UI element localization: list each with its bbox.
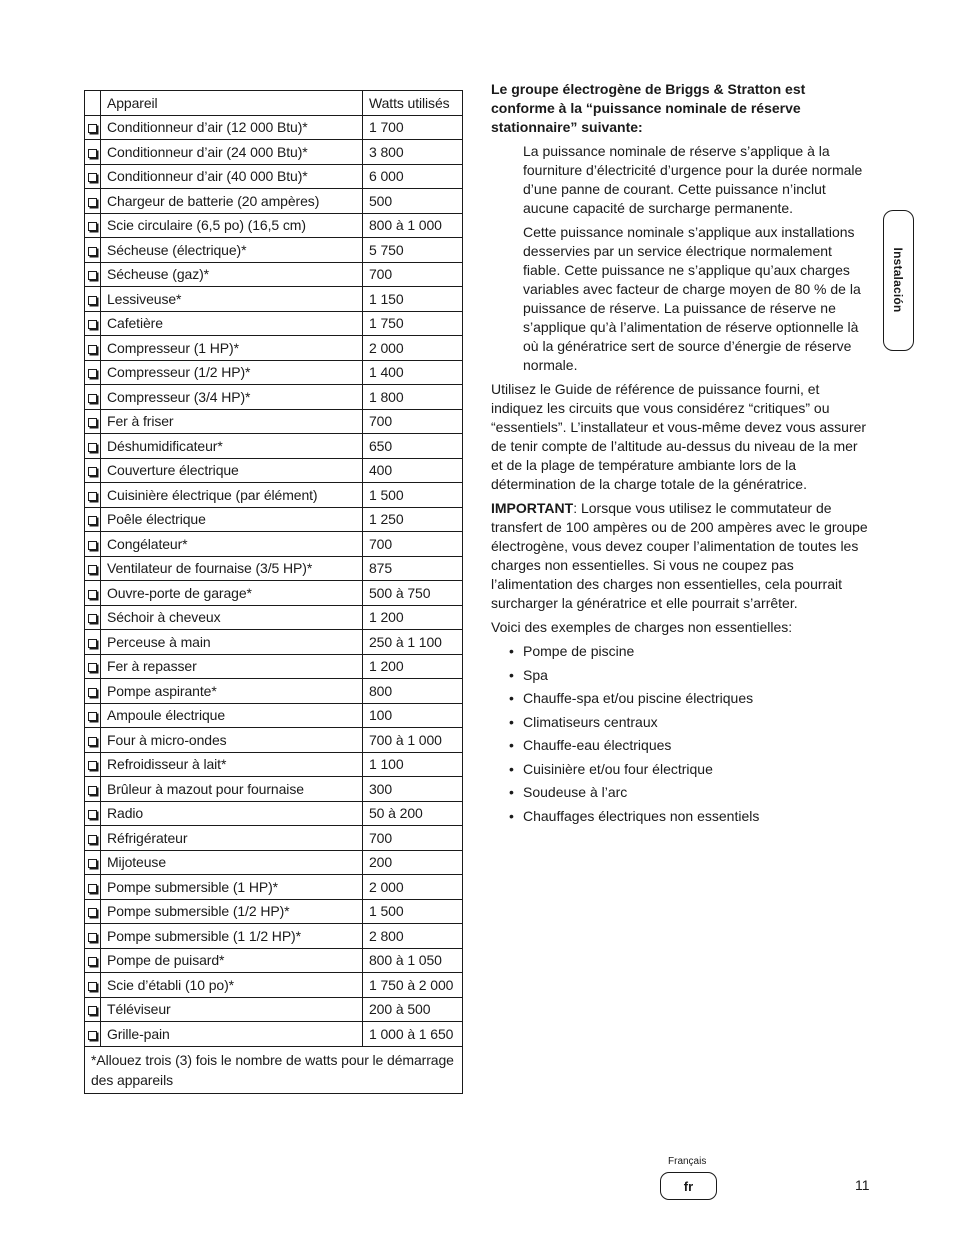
checkbox-icon <box>88 124 97 133</box>
list-item: • Soudeuse à l’arc <box>509 783 871 802</box>
checkbox-cell <box>85 483 101 508</box>
checkbox-cell <box>85 826 101 851</box>
watts-value: 200 <box>363 850 463 875</box>
watts-value: 700 à 1 000 <box>363 728 463 753</box>
checkbox-icon <box>88 394 97 403</box>
checkbox-cell <box>85 532 101 557</box>
watts-value: 6 000 <box>363 164 463 189</box>
table-row <box>85 434 463 459</box>
appliance-name: Pompe de puisard* <box>101 948 363 973</box>
watts-value: 200 à 500 <box>363 997 463 1022</box>
checkbox-cell <box>85 973 101 998</box>
checkbox-icon <box>88 761 97 770</box>
checkbox-icon <box>88 198 97 207</box>
watts-value: 700 <box>363 532 463 557</box>
checkbox-cell <box>85 262 101 287</box>
list-item: • Spa <box>509 666 871 685</box>
table-row <box>85 507 463 532</box>
checkbox-icon <box>88 957 97 966</box>
checkbox-cell <box>85 948 101 973</box>
appliance-name: Four à micro-ondes <box>101 728 363 753</box>
checkbox-icon <box>88 590 97 599</box>
watts-value: 800 <box>363 679 463 704</box>
checkbox-icon <box>88 933 97 942</box>
table-row <box>85 752 463 777</box>
appliance-name: Ventilateur de fournaise (3/5 HP)* <box>101 556 363 581</box>
checkbox-cell <box>85 164 101 189</box>
table-row <box>85 875 463 900</box>
checkbox-icon <box>88 614 97 623</box>
checkbox-icon <box>88 541 97 550</box>
watts-value: 500 à 750 <box>363 581 463 606</box>
appliance-name: Pompe submersible (1 HP)* <box>101 875 363 900</box>
table-row <box>85 409 463 434</box>
table-row <box>85 850 463 875</box>
appliance-name: Pompe submersible (1/2 HP)* <box>101 899 363 924</box>
appliance-name: Pompe submersible (1 1/2 HP)* <box>101 924 363 949</box>
watts-value: 1 750 à 2 000 <box>363 973 463 998</box>
appliance-name: Lessiveuse* <box>101 287 363 312</box>
table-row <box>85 801 463 826</box>
checkbox-icon <box>88 786 97 795</box>
appliance-name: Séchoir à cheveux <box>101 605 363 630</box>
table-row <box>85 777 463 802</box>
watts-value: 300 <box>363 777 463 802</box>
watts-value: 1 500 <box>363 899 463 924</box>
appliance-name: Poêle électrique <box>101 507 363 532</box>
header-appliance: Appareil <box>101 91 363 116</box>
table-row <box>85 1022 463 1047</box>
watts-value: 2 000 <box>363 875 463 900</box>
checkbox-icon <box>88 296 97 305</box>
table-row <box>85 213 463 238</box>
checkbox-cell <box>85 213 101 238</box>
checkbox-icon <box>88 982 97 991</box>
table-row <box>85 360 463 385</box>
checkbox-icon <box>88 565 97 574</box>
checkbox-cell <box>85 434 101 459</box>
checkbox-icon <box>88 688 97 697</box>
checkbox-cell <box>85 581 101 606</box>
table-row <box>85 336 463 361</box>
checkbox-icon <box>88 467 97 476</box>
appliance-name: Téléviseur <box>101 997 363 1022</box>
table-row <box>85 164 463 189</box>
appliance-name: Pompe aspirante* <box>101 679 363 704</box>
watts-value: 1 100 <box>363 752 463 777</box>
checkbox-icon <box>88 443 97 452</box>
table-row <box>85 385 463 410</box>
list-item: • Cuisinière et/ou four électrique <box>509 760 871 779</box>
table-row <box>85 483 463 508</box>
checkbox-cell <box>85 752 101 777</box>
appliance-name: Scie circulaire (6,5 po) (16,5 cm) <box>101 213 363 238</box>
checkbox-icon <box>88 173 97 182</box>
checkbox-cell <box>85 115 101 140</box>
checkbox-icon <box>88 1031 97 1040</box>
table-row <box>85 458 463 483</box>
table-row <box>85 311 463 336</box>
list-item: • Chauffe-eau électriques <box>509 736 871 755</box>
checkbox-cell <box>85 630 101 655</box>
checkbox-icon <box>88 516 97 525</box>
footnote-row <box>85 1046 463 1093</box>
watts-value: 700 <box>363 409 463 434</box>
checkbox-cell <box>85 458 101 483</box>
table-row <box>85 581 463 606</box>
watts-value: 100 <box>363 703 463 728</box>
table-row <box>85 532 463 557</box>
checkbox-icon <box>88 149 97 158</box>
appliance-name: Grille-pain <box>101 1022 363 1047</box>
checkbox-cell <box>85 311 101 336</box>
list-item: • Climatiseurs centraux <box>509 713 871 732</box>
checkbox-cell <box>85 507 101 532</box>
header-watts: Watts utilisés <box>363 91 463 116</box>
list-item: • Chauffe-spa et/ou piscine électriques <box>509 689 871 708</box>
page-number: 11 <box>855 1177 870 1193</box>
watts-value: 875 <box>363 556 463 581</box>
table-row <box>85 924 463 949</box>
checkbox-cell <box>85 728 101 753</box>
checkbox-icon <box>88 639 97 648</box>
language-code-badge <box>660 1172 717 1200</box>
watts-value: 700 <box>363 826 463 851</box>
important-text: : Lorsque vous utilisez le commutateur de transfert de 100 ampères ou de 200 ampères avec le groupe électrogène, vous devez couper l’alimentation de toutes les charges non essentielles. Si vous ne coupez pas l’alimentation des charges non essentielles, cela pourrait surcharger la génératrice et elle pourrait s’arrêter. <box>491 500 868 611</box>
watts-value: 250 à 1 100 <box>363 630 463 655</box>
checkbox-cell <box>85 140 101 165</box>
appliance-name: Cuisinière électrique (par élément) <box>101 483 363 508</box>
watts-value: 1 750 <box>363 311 463 336</box>
appliance-name: Scie d’établi (10 po)* <box>101 973 363 998</box>
watts-value: 3 800 <box>363 140 463 165</box>
list-item: • Chauffages électriques non essentiels <box>509 807 871 826</box>
list-item: • Pompe de piscine <box>509 642 871 661</box>
standby-rating-paragraph-2: Cette puissance nominale s’applique aux installations desservies par un service électrique normalement fiable. Cette puissance ne s’applique qu’aux charges variables avec facteur de charge moyen de 80 % de la puissance de réserve. La puissance de réserve ne s’applique qu’à l’alimentation de réserve optionnelle là où la génératrice sert de source d’énergie de réserve normale. <box>523 224 861 373</box>
language-label: Français <box>668 1156 707 1167</box>
checkbox-icon <box>88 663 97 672</box>
watts-value: 1 200 <box>363 605 463 630</box>
checkbox-cell <box>85 287 101 312</box>
side-tab-label: Instalación <box>891 247 905 313</box>
watts-value: 5 750 <box>363 238 463 263</box>
appliance-name: Refroidisseur à lait* <box>101 752 363 777</box>
table-row <box>85 262 463 287</box>
checkbox-cell <box>85 409 101 434</box>
right-column <box>491 80 871 830</box>
watts-value: 800 à 1 000 <box>363 213 463 238</box>
table-row <box>85 630 463 655</box>
watts-value: 1 400 <box>363 360 463 385</box>
checkbox-icon <box>88 418 97 427</box>
appliance-name: Conditionneur d’air (40 000 Btu)* <box>101 164 363 189</box>
appliance-name: Mijoteuse <box>101 850 363 875</box>
watts-value: 1 150 <box>363 287 463 312</box>
checkbox-cell <box>85 875 101 900</box>
appliance-name: Sécheuse (gaz)* <box>101 262 363 287</box>
checkbox-cell <box>85 997 101 1022</box>
checkbox-icon <box>88 859 97 868</box>
checkbox-cell <box>85 385 101 410</box>
table-footnote: *Allouez trois (3) fois le nombre de watts pour le démarrage des appareils <box>85 1046 463 1093</box>
checkbox-icon <box>88 810 97 819</box>
checkbox-cell <box>85 777 101 802</box>
appliance-name: Compresseur (3/4 HP)* <box>101 385 363 410</box>
table-row <box>85 605 463 630</box>
appliance-name: Brûleur à mazout pour fournaise <box>101 777 363 802</box>
checkbox-cell <box>85 556 101 581</box>
standby-rating-paragraph-1: La puissance nominale de réserve s’applique à la fourniture d’électricité d’urgence pour la durée normale d’une panne de courant. Cette puissance n’inclut aucune capacité de surcharge permanente. <box>523 143 863 216</box>
watts-value: 800 à 1 050 <box>363 948 463 973</box>
watts-value: 650 <box>363 434 463 459</box>
checkbox-cell <box>85 360 101 385</box>
table-row <box>85 899 463 924</box>
table-row <box>85 973 463 998</box>
appliance-name: Conditionneur d’air (24 000 Btu)* <box>101 140 363 165</box>
table-row <box>85 948 463 973</box>
checkbox-icon <box>88 369 97 378</box>
appliance-name: Conditionneur d’air (12 000 Btu)* <box>101 115 363 140</box>
checkbox-cell <box>85 801 101 826</box>
appliance-name: Réfrigérateur <box>101 826 363 851</box>
non-essential-loads-list <box>491 642 871 826</box>
watts-value: 1 250 <box>363 507 463 532</box>
power-guide-paragraph: Utilisez le Guide de référence de puissance fourni, et indiquez les circuits que vous considérez “critiques” ou “essentiels”. L’installateur et vous-même devez vous assurer de tenir compte de l’altitude au-dessus du niveau de la mer et de la plage de température ambiante lors de la détermination de la charge totale de la génératrice. <box>491 381 867 492</box>
appliance-name: Déshumidificateur* <box>101 434 363 459</box>
table-row <box>85 997 463 1022</box>
table-row <box>85 115 463 140</box>
table-row <box>85 189 463 214</box>
table-header-row <box>85 91 463 116</box>
appliance-name: Compresseur (1/2 HP)* <box>101 360 363 385</box>
checkbox-cell <box>85 336 101 361</box>
checkbox-icon <box>88 835 97 844</box>
watts-value: 2 800 <box>363 924 463 949</box>
table-row <box>85 654 463 679</box>
appliance-name: Ampoule électrique <box>101 703 363 728</box>
header-checkbox-cell <box>85 91 101 116</box>
checkbox-cell <box>85 899 101 924</box>
table-row <box>85 703 463 728</box>
watts-value: 400 <box>363 458 463 483</box>
appliance-name: Couverture électrique <box>101 458 363 483</box>
watts-value: 2 000 <box>363 336 463 361</box>
checkbox-cell <box>85 850 101 875</box>
standby-rating-heading: Le groupe électrogène de Briggs & Stratton est conforme à la “puissance nominale de réserve stationnaire” suivante: <box>491 81 806 135</box>
table-row <box>85 238 463 263</box>
watts-value: 1 000 à 1 650 <box>363 1022 463 1047</box>
appliance-name: Chargeur de batterie (20 ampères) <box>101 189 363 214</box>
watts-value: 1 700 <box>363 115 463 140</box>
table-row <box>85 287 463 312</box>
checkbox-cell <box>85 654 101 679</box>
watts-value: 1 800 <box>363 385 463 410</box>
appliance-name: Cafetière <box>101 311 363 336</box>
important-paragraph <box>491 499 871 613</box>
checkbox-cell <box>85 703 101 728</box>
checkbox-icon <box>88 712 97 721</box>
table-row <box>85 728 463 753</box>
checkbox-cell <box>85 189 101 214</box>
table-row <box>85 679 463 704</box>
checkbox-icon <box>88 345 97 354</box>
examples-intro: Voici des exemples de charges non essentielles: <box>491 619 793 635</box>
appliance-name: Sécheuse (électrique)* <box>101 238 363 263</box>
appliance-name: Perceuse à main <box>101 630 363 655</box>
appliance-name: Radio <box>101 801 363 826</box>
appliance-name: Fer à friser <box>101 409 363 434</box>
table-body <box>85 91 463 1047</box>
checkbox-icon <box>88 908 97 917</box>
checkbox-icon <box>88 884 97 893</box>
table-row <box>85 140 463 165</box>
appliance-name: Ouvre-porte de garage* <box>101 581 363 606</box>
checkbox-icon <box>88 492 97 501</box>
checkbox-icon <box>88 1006 97 1015</box>
important-label: IMPORTANT <box>491 500 574 516</box>
checkbox-cell <box>85 1022 101 1047</box>
appliance-name: Fer à repasser <box>101 654 363 679</box>
checkbox-icon <box>88 271 97 280</box>
watts-value: 500 <box>363 189 463 214</box>
table-row <box>85 556 463 581</box>
table-row <box>85 826 463 851</box>
appliance-wattage-table <box>84 90 463 1094</box>
checkbox-cell <box>85 238 101 263</box>
checkbox-cell <box>85 605 101 630</box>
checkbox-cell <box>85 679 101 704</box>
watts-value: 50 à 200 <box>363 801 463 826</box>
checkbox-icon <box>88 247 97 256</box>
appliance-name: Congélateur* <box>101 532 363 557</box>
checkbox-cell <box>85 924 101 949</box>
watts-value: 1 500 <box>363 483 463 508</box>
watts-value: 1 200 <box>363 654 463 679</box>
checkbox-icon <box>88 737 97 746</box>
appliance-name: Compresseur (1 HP)* <box>101 336 363 361</box>
watts-value: 700 <box>363 262 463 287</box>
checkbox-icon <box>88 320 97 329</box>
language-code: fr <box>683 1178 694 1194</box>
checkbox-icon <box>88 222 97 231</box>
